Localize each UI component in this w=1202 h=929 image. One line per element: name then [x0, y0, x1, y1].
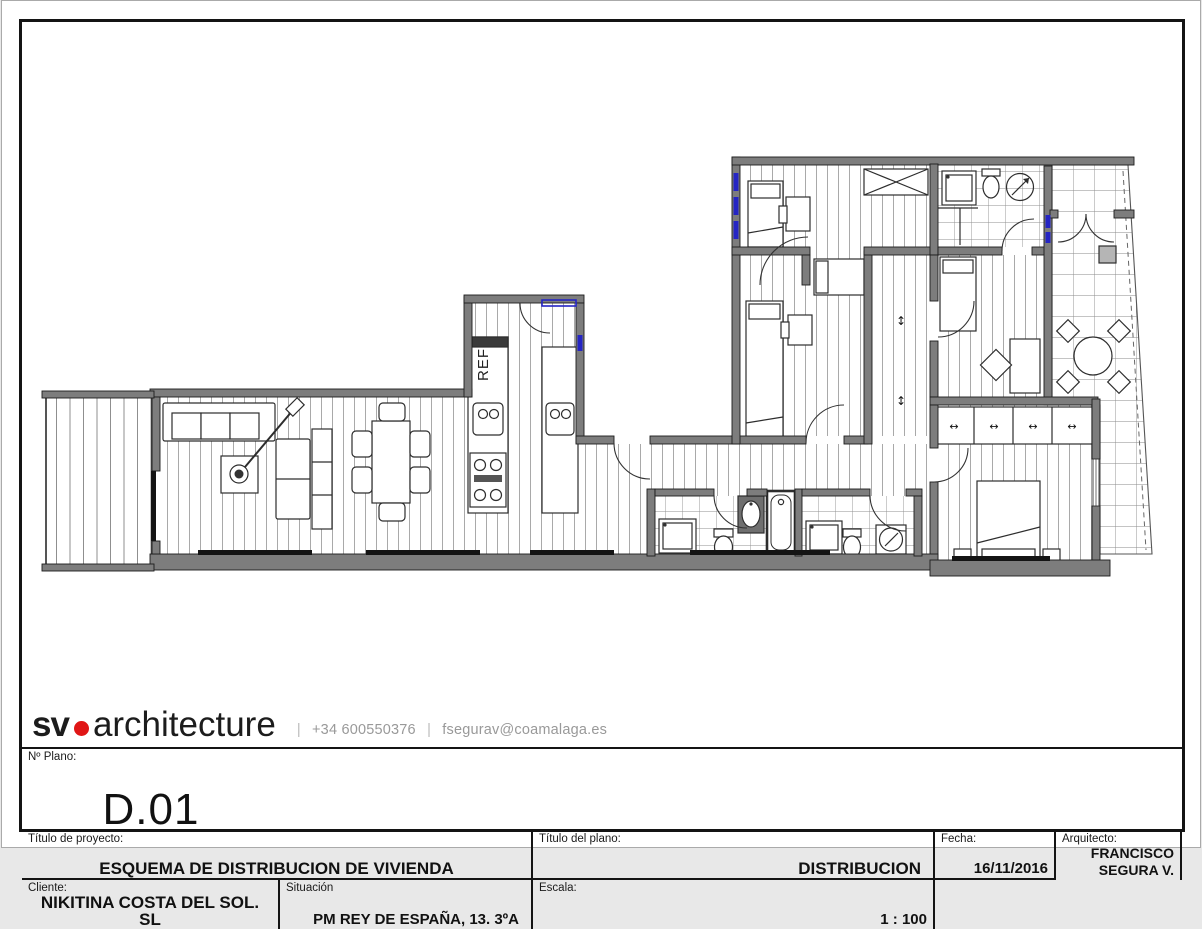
wall-terrace [42, 564, 154, 571]
wall [802, 255, 810, 285]
cell-project [22, 831, 533, 880]
drawing-sheet [1, 0, 1201, 929]
cell-client [22, 880, 280, 929]
closet-arrow-icon: ↔ [1067, 420, 1077, 433]
wall [655, 489, 714, 496]
separator: | [427, 722, 432, 738]
washing-machine-2 [876, 525, 906, 554]
shelf-unit [312, 429, 332, 529]
bed-c [940, 257, 976, 331]
situation-value: PM REY DE ESPAÑA, 13. 3ºA [313, 911, 519, 928]
wall [1092, 506, 1100, 566]
title-block [22, 747, 1182, 929]
sliding-arrow-icon: ↕ [895, 394, 907, 408]
wall [930, 482, 938, 564]
plan-title-value: DISTRIBUCION [798, 859, 921, 878]
scale-value: 1 : 100 [880, 911, 927, 928]
wall-front [930, 560, 1110, 576]
wall [650, 436, 806, 444]
client-label: Cliente: [28, 882, 67, 894]
wall [152, 541, 160, 554]
wall [576, 436, 614, 444]
contact-info [290, 722, 607, 738]
sink-1 [473, 403, 503, 435]
wardrobe-x [864, 169, 928, 195]
cell-architect [1056, 831, 1182, 880]
phone-number: +34 600550376 [312, 722, 416, 738]
bed-b2 [746, 301, 783, 437]
cell-plan-number [22, 749, 280, 834]
situation-label: Situación [286, 882, 334, 894]
sofa [163, 403, 275, 441]
master-window [1093, 459, 1099, 506]
wall [150, 389, 472, 397]
ref-label: REF [475, 348, 492, 381]
wall [938, 247, 1002, 255]
brand-sv: sv [32, 705, 69, 744]
plan-title-label: Título del plano: [539, 833, 621, 845]
brand-dot-icon [74, 721, 89, 736]
closet-arrow-icon: ↔ [989, 420, 999, 433]
wall [795, 489, 802, 556]
cell-date [935, 831, 1056, 880]
cell-plan-title [533, 831, 935, 880]
client-value: NIKITINA COSTA DEL SOL. SL [40, 893, 260, 929]
wall [464, 295, 584, 303]
shower-1 [659, 519, 696, 553]
cell-situation [280, 880, 533, 929]
sliding-door-bar [151, 471, 156, 541]
closet-arrow-icon: ↔ [1028, 420, 1038, 433]
wall-front [150, 554, 938, 570]
kitchen-island [542, 347, 578, 513]
project-label: Título de proyecto: [28, 833, 124, 845]
wall [864, 251, 872, 444]
wall [930, 405, 938, 448]
bathtub [767, 491, 795, 554]
separator: | [296, 722, 301, 738]
wall [930, 397, 1098, 405]
brand-architecture: architecture [92, 705, 276, 744]
plan-number-label: Nº Plano: [28, 751, 77, 763]
plan-number-value: D.01 [102, 785, 200, 834]
wall [1044, 166, 1052, 405]
wall [864, 247, 938, 255]
wall-terrace [42, 391, 154, 398]
architect-value: FRANCISCO SEGURA V. [1090, 845, 1174, 878]
chaise [276, 439, 310, 519]
wall [906, 489, 922, 496]
wall [930, 164, 938, 255]
bed-b1 [814, 259, 864, 295]
bed-a [748, 181, 783, 247]
toilet-top [982, 169, 1000, 198]
cell-scale [533, 880, 935, 929]
wall [930, 255, 938, 301]
scale-label: Escala: [539, 882, 577, 894]
email-address: fsegurav@coamalaga.es [442, 722, 608, 738]
wall [647, 489, 655, 556]
wall [747, 489, 767, 496]
wall [152, 397, 160, 471]
sliding-arrow-icon: ↕ [895, 314, 907, 328]
sink-2 [546, 403, 574, 435]
date-value: 16/11/2016 [973, 860, 1048, 877]
date-label: Fecha: [941, 833, 977, 845]
wall [802, 489, 870, 496]
terrace-left-floor [46, 397, 152, 567]
wall [1050, 210, 1058, 218]
wall [914, 496, 922, 556]
project-value: ESQUEMA DE DISTRIBUCION DE VIVIENDA [99, 859, 454, 878]
logo-row [32, 703, 607, 747]
wall [576, 303, 584, 443]
wall [1092, 399, 1100, 459]
closet-arrow-icon: ↔ [949, 420, 959, 433]
shower-2 [806, 521, 842, 554]
wall [464, 297, 472, 397]
architect-label: Arquitecto: [1062, 833, 1117, 845]
wall [1114, 210, 1134, 218]
terrace-planter [1099, 246, 1116, 263]
wall [930, 341, 938, 397]
